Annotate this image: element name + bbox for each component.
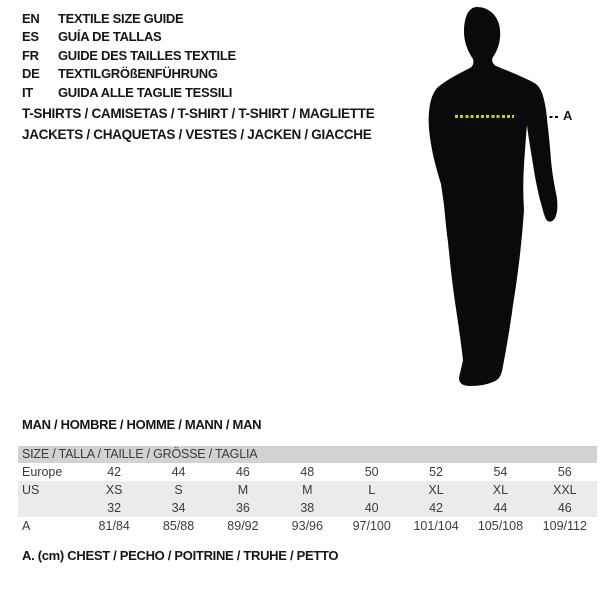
table-cell: 38 [300, 501, 315, 515]
table-cell: S [174, 483, 183, 497]
row-label: Europe [22, 465, 63, 479]
table-header-size: SIZE / TALLA / TAILLE / GRÖSSE / TAGLIA [18, 446, 597, 463]
section-title-man: MAN / HOMBRE / HOMME / MANN / MAN [22, 417, 262, 432]
table-cell: XL [492, 483, 509, 497]
language-label: TEXTILGRÖßENFÜHRUNG [58, 66, 218, 82]
table-cell: 97/100 [352, 519, 391, 533]
category-tshirts: T-SHIRTS / CAMISETAS / T-SHIRT / T-SHIRT / MAGLIETTE [22, 106, 375, 121]
table-row-numeric [18, 499, 597, 517]
table-cell: 105/108 [477, 519, 524, 533]
table-cell: 89/92 [227, 519, 259, 533]
language-label: TEXTILE SIZE GUIDE [58, 11, 184, 26]
man-silhouette [410, 0, 600, 400]
table-cell: L [368, 483, 376, 497]
language-list [22, 10, 236, 102]
table-cell: M [302, 483, 313, 497]
language-code: EN [22, 11, 40, 26]
measure-leader-dash-line [544, 116, 560, 118]
table-row-chest [18, 517, 597, 535]
table-cell: 52 [429, 465, 444, 479]
table-cell: 32 [107, 501, 122, 515]
table-cell: 42 [107, 465, 122, 479]
measure-footnote: A. (cm) CHEST / PECHO / POITRINE / TRUHE / PETTO [22, 548, 339, 563]
table-cell: 44 [493, 501, 508, 515]
table-cell: XXL [552, 483, 577, 497]
list-item [22, 65, 236, 83]
table-cell: 81/84 [98, 519, 130, 533]
chest-measure-dash-line [455, 115, 514, 118]
language-code: IT [22, 84, 33, 100]
table-cell: 34 [171, 501, 186, 515]
table-cell: 50 [364, 465, 379, 479]
list-item [22, 10, 236, 28]
table-cell: 54 [493, 465, 508, 479]
table-cell: 85/88 [162, 519, 195, 533]
list-item [22, 28, 236, 46]
table-cell: 48 [300, 465, 315, 479]
table-cell: 93/96 [291, 519, 323, 533]
table-row-us [18, 481, 597, 499]
row-label [18, 499, 82, 517]
table-cell: XS [105, 483, 123, 497]
table-cell: 42 [429, 501, 444, 515]
language-label: GUIDA ALLE TAGLIE TESSILI [58, 84, 233, 100]
table-cell: 46 [557, 501, 572, 515]
table-cell: 109/112 [542, 519, 587, 533]
language-label: GUIDE DES TAILLES TEXTILE [58, 47, 236, 63]
size-table [18, 446, 597, 535]
man-silhouette-svg [410, 0, 600, 400]
table-cell: 56 [557, 465, 572, 479]
table-row-europe [18, 463, 597, 481]
table-cell: 101/104 [413, 519, 459, 533]
language-code: FR [22, 47, 39, 63]
table-cell: XL [428, 483, 444, 497]
language-code: ES [22, 29, 39, 45]
row-label: A [22, 519, 31, 533]
list-item [22, 84, 236, 102]
measure-label-a: A [563, 108, 573, 123]
table-cell: 44 [171, 465, 186, 479]
table-cell: M [237, 483, 249, 497]
row-label: US [22, 483, 40, 497]
table-cell: 36 [235, 501, 250, 515]
category-jackets: JACKETS / CHAQUETAS / VESTES / JACKEN / GIACCHE [22, 127, 372, 142]
language-label: GUÍA DE TALLAS [58, 29, 162, 45]
category-lines [22, 103, 374, 145]
table-cell: 46 [235, 465, 250, 479]
table-cell: 40 [364, 501, 379, 515]
list-item [22, 47, 236, 65]
language-code: DE [22, 66, 40, 82]
